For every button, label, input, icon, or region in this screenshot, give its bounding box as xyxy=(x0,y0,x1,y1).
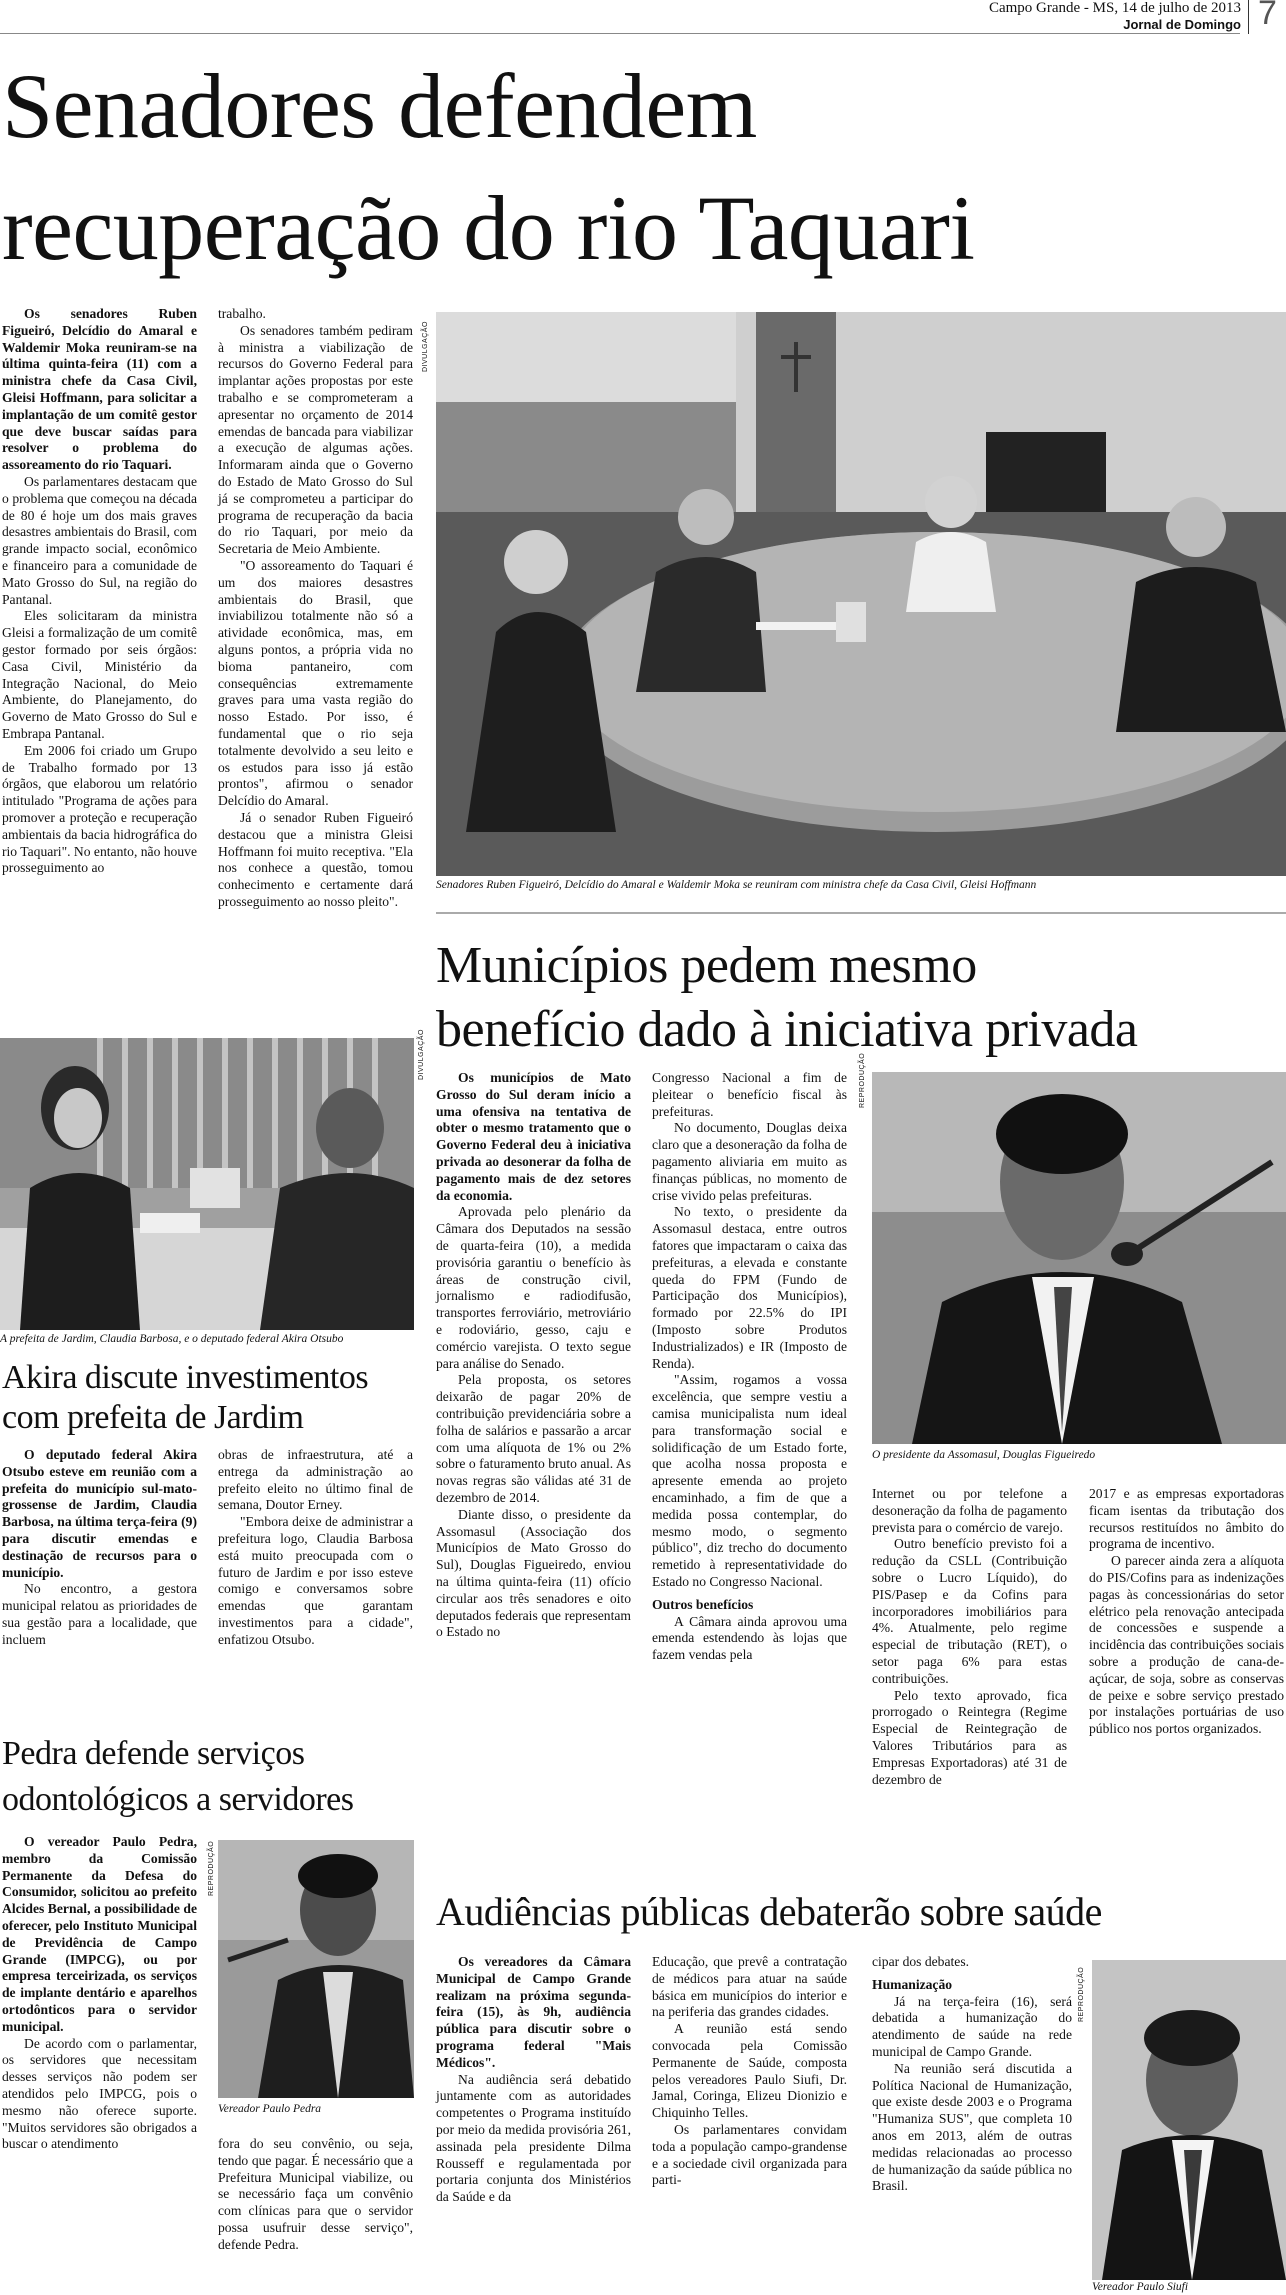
headline-municipios-line1: Municípios pedem mesmo xyxy=(436,937,977,994)
photo-senadores-meeting xyxy=(436,312,1286,876)
audiencias-col1: Os vereadores da Câmara Municipal de Campo Grande realizam na próxima segunda-feira (15), às 9h, audiência pública para discutir sobre o programa federal "Mais Médicos". Na audiência será debatido juntamente com as autoridades competentes o Programa instituído por meio da medida provisória 261, assinada pela presidente Dilma Rousseff e regulamentada por portaria conjunta dos Ministérios da Saúde e da xyxy=(436,1954,631,2205)
audiencias-col2: Educação, que prevê a contratação de médicos para atuar na saúde básica em municípios do interior e na periferia das grandes cidades. A reunião está sendo convocada pela Comissão Permanente de Saúde, composta pelos vereadores Paulo Siufi, Dr. Jamal, Coringa, Elizeu Dionizio e Chiquinho Telles. Os parlamentares convidam toda a população campo-grandense e a sociedade civil organizada para parti- xyxy=(652,1954,847,2188)
photo-caption-siufi: Vereador Paulo Siufi xyxy=(1092,2281,1189,2293)
photo-paulo-siufi xyxy=(1092,1960,1286,2280)
senadores-col1: Os senadores Ruben Figueiró, Delcídio do Amaral e Waldemir Moka reuniram-se na última quinta-feira (11) com a ministra chefe da Casa Civil, Gleisi Hoffmann, para solicitar a implantação de um comitê gestor que deve buscar saídas para resolver o problema do assoreamento do rio Taquari. Os parlamentares destacam que o problema que começou na década de 80 é hoje um dos mais graves desastres ambientais do Brasil, com grande impacto social, econômico e financeiro para a comunidade de Mato Grosso do Sul, na região do Pantanal. Eles solicitaram da ministra Gleisi a formalização de um comitê gestor formado por seis órgãos: Casa Civil, Ministério da Integração Nacional, do Meio Ambiente, do Planejamento, do Governo de Mato Grosso do Sul e Embrapa Pantanal. Em 2006 foi criado um Grupo de Trabalho formado por 13 órgãos, que elaborou um relatório intitulado "Programa de ações para promover a proteção e recuperação ambientais da bacia hidrográfica do rio Taquari". No entanto, não houve prosseguimento ao xyxy=(2,306,197,876)
page-number-divider xyxy=(1248,0,1249,34)
photo-douglas-figueiredo xyxy=(872,1072,1286,1444)
siufi-photo-illustration xyxy=(1092,1960,1286,2280)
date-line: Campo Grande - MS, 14 de julho de 2013 xyxy=(988,0,1241,16)
municipios-col3: Internet ou por telefone a desoneração da folha de pagamento prevista para o comércio de varejo. Outro benefício previsto foi a redução da CSLL (Contribuição sobre o Lucro Líquido), do PIS/Pasep e da Cofins para incorporadores imobiliários para 4%. Atualmente, pelo regime especial de tributação (RET), o setor paga 6% para estas contribuições. Pelo texto aprovado, fica prorrogado o Reintegra (Regime Especial de Reintegração de Valores Tributários para as Empresas Exportadoras) até 31 de dezembro de xyxy=(872,1486,1067,1787)
akira-col1: O deputado federal Akira Otsubo esteve em reunião com a prefeita do município sul-mato-grossense de Jardim, Claudia Barbosa, na última terça-feira (9) para discutir emendas e destinação de recursos para o município. No encontro, a gestora municipal relatou as prioridades de sua gestão para a localidade, que incluem xyxy=(2,1447,197,1647)
paper-name: Jornal de Domingo xyxy=(1123,17,1241,32)
headline-senadores-line2: recuperação do rio Taquari xyxy=(2,177,975,279)
senadores-col2: trabalho. Os senadores também pediram à ministra a viabilização de recursos do Governo Federal para implantar ações propostas por este trabalho e se comprometeram a apresentar no orçamento de 2014 emendas de bancada para viabilizar a execução de algumas ações. Informaram ainda que o Governo do Estado de Mato Grosso do Sul já se comprometeu a participar do programa de recuperação da bacia do rio Taquari, por meio da Secretaria de Meio Ambiente. "O assoreamento do Taquari é um dos maiores desastres ambientais do Brasil, que inviabilizou totalmente não só a atividade econômica, mas, em alguns pontos, a própria vida no bioma pantaneiro, com consequências extremamente graves para uma vasta região do nosso Estado. Por isso, é fundamental que o rio seja totalmente devolvido a seu leito e os estudos para isso já estão prontos", afirmou o senador Delcídio do Amaral. Já o senador Ruben Figueiró destacou que a ministra Gleisi Hoffmann foi muito receptiva. "Ela nos conhece a questão, tomou conhecimento e certamente dará prosseguimento ao nosso pleito". xyxy=(218,306,413,909)
headline-akira-line1: Akira discute investimentos xyxy=(2,1359,369,1396)
photo-caption-douglas: O presidente da Assomasul, Douglas Figueiredo xyxy=(872,1449,1096,1461)
photo-caption-senadores: Senadores Ruben Figueiró, Delcídio do Amaral e Waldemir Moka se reuniram com ministra chefe da Casa Civil, Gleisi Hoffmann xyxy=(436,879,1037,891)
page-header xyxy=(0,0,1286,34)
audiencias-col3: cipar dos debates. Humanização Já na terça-feira (16), será debatida a humanização do atendimento de saúde na rede municipal de Campo Grande. Na reunião será discutida a Política Nacional de Humanização, que existe desde 2003 e o Programa "Humaniza SUS", que completa 10 anos em 2013, além de outras medidas relacionadas ao processo de humanização da saúde pública no Brasil. xyxy=(872,1954,1072,2194)
pedra-photo-illustration xyxy=(218,1840,414,2098)
akira-photo-illustration xyxy=(0,1038,414,1330)
photo-akira-claudia xyxy=(0,1038,414,1330)
photo-credit-akira: DIVULGAÇÃO xyxy=(418,1029,425,1080)
headline-pedra-line2: odontológicos a servidores xyxy=(2,1781,354,1818)
subhead-outros-beneficios: Outros benefícios xyxy=(652,1596,754,1612)
photo-credit-siufi: REPRODUÇÃO xyxy=(1078,1966,1085,2022)
municipios-col2: Congresso Nacional a fim de pleitear o benefício fiscal às prefeituras. No documento, Douglas deixa claro que a desoneração da folha de pagamento aliviaria em muito as finanças públicas, no momento de crise vivido pelas prefeituras. No texto, o presidente da Assomasul destaca, entre outros fatores que impactaram o caixa das prefeituras, a elevada e constante queda do FPM (Fundo de Participação dos Municípios), formado por 22.5% do IPI (Imposto sobre Produtos Industrializados) e IR (Imposto de Renda). "Assim, rogamos a vossa excelência, que sempre vestiu a camisa municipalista num ideal para transformação social e solidificação de um Estado forte, que acolha nossa proposta e apresente emenda ao projeto encaminhado, a fim de que a medida possa contemplar, do mesmo modo, o segmento público", diz trecho do documento remetido à representatividade do Estado no Congresso Nacional. Outros benefícios A Câmara ainda aprovou uma emenda estendendo às lojas que fazem vendas pela xyxy=(652,1070,847,1663)
photo-paulo-pedra xyxy=(218,1840,414,2098)
pedra-col1: O vereador Paulo Pedra, membro da Comissão Permanente da Defesa do Consumidor, solicitou ao prefeito Alcides Bernal, a possibilidade de oferecer, pelo Instituto Municipal de Previdência de Campo Grande (IMPCG), ou por empresa terceirizada, os serviços de implante dentário e aparelhos ortodônticos para o servidor municipal. De acordo com o parlamentar, os servidores que necessitam desses serviços não podem ser atendidos pelo IMPCG, pois o mesmo não oferece suporte. "Muitos servidores são obrigados a buscar o atendimento xyxy=(2,1834,197,2152)
meeting-photo-illustration xyxy=(436,312,1286,876)
municipios-col4: 2017 e as empresas exportadoras ficam isentas da tributação dos recursos restituídos no âmbito do programa de incentivo. O parecer ainda zera a alíquota do PIS/Cofins para as indenizações pagas às concessionárias do setor elétrico pela renovação antecipada de concessões e suspende a incidência das contribuições sociais sobre a produção de cana-de-açúcar, de soja, sobre as conservas de peixe e sobre serviço prestado por instalações portuárias de uso público nos portos organizados. xyxy=(1089,1486,1284,1737)
municipios-col1: Os municípios de Mato Grosso do Sul deram início a uma ofensiva na tentativa de obter o mesmo tratamento que o Governo Federal deu à iniciativa privada ao desonerar da folha de pagamento mais de dez setores da economia. Aprovada pelo plenário da Câmara dos Deputados na sessão de quarta-feira (10), a medida provisória garantiu o benefício às áreas de construção civil, jornalismo e radiodifusão, transportes ferroviário, metroviário e rodoviário, gesso, caju e comércio varejista. O texto segue para análise do Senado. Pela proposta, os setores deixarão de pagar 20% de contribuição previdenciária sobre a folha de salários e passarão a arcar com uma alíquota de 1% ou 2% sobre o faturamento bruto anual. As novas regras são válidas até 31 de dezembro de 2014. Diante disso, o presidente da Assomasul (Associação dos Municípios de Mato Grosso do Sul), Douglas Figueiredo, enviou na última quinta-feira (11) ofício circular aos três senadores e oito deputados federais que representam o Estado no xyxy=(436,1070,631,1640)
douglas-photo-illustration xyxy=(872,1072,1286,1444)
header-rule xyxy=(0,33,1240,34)
photo-caption-pedra: Vereador Paulo Pedra xyxy=(218,2103,322,2115)
akira-col2: obras de infraestrutura, até a entrega da administração ao prefeito eleito no último final de semana, Doutor Erney. "Embora deixe de administrar a prefeitura logo, Claudia Barbosa está muito preocupada com o futuro de Jardim e por isso esteve comigo e conversamos sobre emendas que garantam investimentos para a cidade", enfatizou Otsubo. xyxy=(218,1447,413,1647)
photo-caption-akira: A prefeita de Jardim, Claudia Barbosa, e o deputado federal Akira Otsubo xyxy=(0,1333,344,1345)
subhead-humanizacao: Humanização xyxy=(872,1976,953,1992)
photo-credit-pedra: REPRODUÇÃO xyxy=(208,1840,215,1896)
headline-pedra-line1: Pedra defende serviços xyxy=(2,1735,305,1772)
headline-senadores-line1: Senadores defendem xyxy=(2,55,757,157)
page-number: 7 xyxy=(1258,0,1277,32)
headline-municipios-line2: benefício dado à iniciativa privada xyxy=(436,1001,1138,1058)
pedra-col2: fora do seu convênio, ou seja, tendo que pagar. É necessário que a Prefeitura Municipal viabilize, ou se necessário faça um convênio com clínicas para que o servidor possa usufruir desse serviço", defende Pedra. xyxy=(218,2136,413,2252)
photo-credit-senadores: DIVULGAÇÃO xyxy=(422,321,429,372)
headline-audiencias: Audiências públicas debaterão sobre saúde xyxy=(436,1889,1102,1934)
photo-credit-douglas: REPRODUÇÃO xyxy=(859,1052,866,1108)
section-divider-1 xyxy=(436,912,1286,914)
headline-akira-line2: com prefeita de Jardim xyxy=(2,1399,304,1436)
